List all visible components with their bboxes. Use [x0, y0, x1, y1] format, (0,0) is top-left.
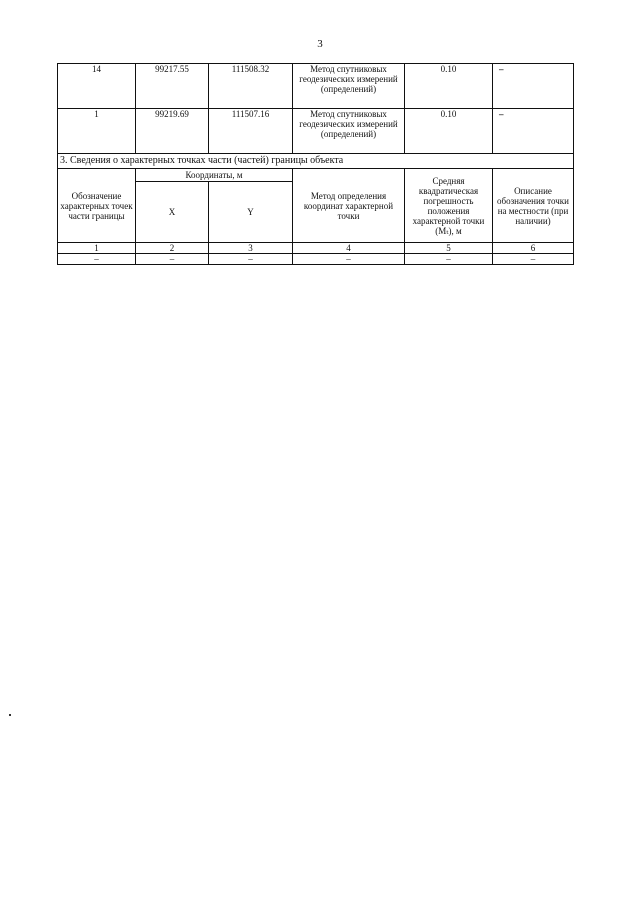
section-title: 3. Сведения о характерных точках части (частей) границы объекта: [58, 154, 574, 169]
section-title-row: [58, 154, 574, 169]
coordinate-y: 111507.16: [209, 109, 293, 154]
column-number: 4: [293, 243, 405, 254]
header-method: Метод определения координат характерной точки: [293, 169, 405, 243]
empty-cell: –: [136, 254, 209, 265]
description-cell: –: [493, 109, 574, 154]
column-number: 6: [493, 243, 574, 254]
point-designation: 14: [58, 64, 136, 109]
empty-cell: –: [293, 254, 405, 265]
empty-cell: –: [405, 254, 493, 265]
column-number: 1: [58, 243, 136, 254]
method-cell: Метод спутниковых геодезических измерений (определений): [293, 109, 405, 154]
empty-cell: –: [493, 254, 574, 265]
empty-cell: –: [58, 254, 136, 265]
boundary-points-table: [57, 63, 574, 265]
accuracy-cell: 0.10: [405, 109, 493, 154]
page-number: 3: [317, 38, 323, 50]
method-cell: Метод спутниковых геодезических измерений (определений): [293, 64, 405, 109]
empty-cell: –: [209, 254, 293, 265]
header-coordinates: Координаты, м: [136, 169, 293, 182]
coordinate-x: 99217.55: [136, 64, 209, 109]
header-designation: Обозначение характерных точек части границы: [58, 169, 136, 243]
table-row: [58, 109, 574, 154]
coordinate-y: 111508.32: [209, 64, 293, 109]
point-designation: 1: [58, 109, 136, 154]
column-number: 2: [136, 243, 209, 254]
header-x: X: [136, 182, 209, 243]
column-number: 5: [405, 243, 493, 254]
scan-speck: [9, 714, 11, 716]
description-cell: –: [493, 64, 574, 109]
header-description: Описание обозначения точки на местности (при наличии): [493, 169, 574, 243]
accuracy-cell: 0.10: [405, 64, 493, 109]
header-row: [58, 169, 574, 182]
coordinate-x: 99219.69: [136, 109, 209, 154]
table-row: [58, 254, 574, 265]
column-number-row: [58, 243, 574, 254]
table-row: [58, 64, 574, 109]
header-accuracy: Средняя квадратическая погрешность положения характерной точки (Mₜ), м: [405, 169, 493, 243]
column-number: 3: [209, 243, 293, 254]
header-y: Y: [209, 182, 293, 243]
